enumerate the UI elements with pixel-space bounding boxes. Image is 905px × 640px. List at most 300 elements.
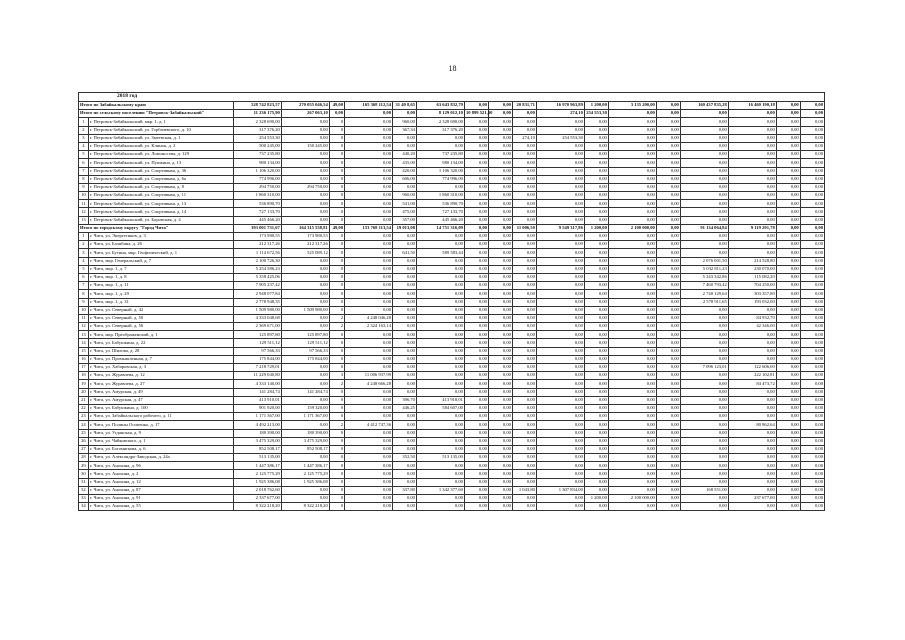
cell-value: 0,00: [393, 372, 417, 380]
cell-value: 0,00: [800, 314, 824, 322]
row-address: г. Чита, ул. Анохина, д. 96: [88, 462, 233, 470]
row-address: г. Чита, мкр. Преображенский, д. 1: [88, 331, 233, 339]
cell-value: 0,00: [512, 273, 536, 281]
row-number: 6: [79, 273, 89, 281]
cell-value: 0,00: [776, 339, 800, 347]
cell-value: 0,00: [656, 159, 680, 167]
cell-value: 42 346,00: [728, 323, 776, 331]
cell-value: 0,00: [536, 470, 584, 478]
table-row: [79, 413, 825, 421]
cell-value: 0,00: [776, 224, 800, 232]
cell-value: 0,00: [512, 380, 536, 388]
row-number: 6: [79, 159, 89, 167]
total-row: [79, 102, 825, 110]
cell-value: 0,00: [281, 118, 329, 126]
cell-value: 0,00: [464, 298, 488, 306]
row-number: 1: [79, 233, 89, 241]
cell-value: 2: [329, 323, 344, 331]
cell-value: 1 509 980,00: [233, 306, 281, 314]
cell-value: 641,50: [393, 249, 417, 257]
cell-value: 4 412 747,36: [345, 421, 393, 429]
table-row: [79, 462, 825, 470]
cell-value: 0: [329, 404, 344, 412]
cell-value: 0,00: [512, 396, 536, 404]
table-row: [79, 167, 825, 175]
cell-value: 0,00: [464, 167, 488, 175]
cell-value: 0: [329, 192, 344, 200]
cell-value: 0,00: [512, 282, 536, 290]
cell-value: 0,00: [464, 306, 488, 314]
cell-value: 0,00: [512, 257, 536, 265]
cell-value: 0,00: [393, 323, 417, 331]
table-row: [79, 249, 825, 257]
cell-value: 0,00: [488, 454, 512, 462]
cell-value: 0,00: [656, 151, 680, 159]
cell-value: 5 032 811,23: [680, 265, 728, 273]
cell-value: 0,00: [393, 388, 417, 396]
cell-value: 0,00: [536, 208, 584, 216]
cell-value: 0,00: [656, 495, 680, 503]
cell-value: 737 235,80: [416, 151, 464, 159]
cell-value: 0,00: [464, 175, 488, 183]
cell-value: 0,00: [536, 167, 584, 175]
row-address: г. Чита, ул. Энергетиков, д. 3: [88, 233, 233, 241]
cell-value: 0: [329, 241, 344, 249]
cell-value: 0,00: [776, 142, 800, 150]
cell-value: 0,00: [488, 233, 512, 241]
cell-value: 980 134,00: [416, 159, 464, 167]
total-row: [79, 110, 825, 118]
cell-value: 0,00: [680, 478, 728, 486]
cell-value: 0,00: [345, 404, 393, 412]
cell-value: 0,00: [680, 462, 728, 470]
cell-value: 1 200,00: [584, 102, 608, 110]
cell-value: 0,00: [800, 216, 824, 224]
cell-value: 0,00: [584, 208, 608, 216]
cell-value: 0,00: [608, 355, 656, 363]
cell-value: 0,00: [416, 478, 464, 486]
cell-value: 0,00: [656, 102, 680, 110]
row-number: 23: [79, 413, 89, 421]
cell-value: 0,00: [464, 404, 488, 412]
cell-value: 0,00: [728, 355, 776, 363]
cell-value: 0,00: [488, 249, 512, 257]
cell-value: 0,00: [800, 486, 824, 494]
cell-value: 0,00: [728, 118, 776, 126]
cell-value: 0,00: [776, 208, 800, 216]
cell-value: 0,00: [536, 413, 584, 421]
cell-value: 0,00: [776, 273, 800, 281]
row-number: 4: [79, 257, 89, 265]
cell-value: 960,00: [393, 192, 417, 200]
cell-value: 0,00: [488, 413, 512, 421]
cell-value: 0,00: [464, 183, 488, 191]
cell-value: 0,00: [393, 347, 417, 355]
cell-value: 1 200,00: [584, 224, 608, 232]
cell-value: 0,00: [345, 126, 393, 134]
cell-value: 0,00: [800, 249, 824, 257]
cell-value: 0,00: [464, 126, 488, 134]
cell-value: 0,00: [345, 273, 393, 281]
cell-value: 0,00: [512, 462, 536, 470]
cell-value: 2 578 911,65: [680, 298, 728, 306]
cell-value: 16 460 190,18: [728, 102, 776, 110]
cell-value: 0,00: [776, 298, 800, 306]
cell-value: 0,00: [536, 233, 584, 241]
cell-value: 0,00: [416, 273, 464, 281]
cell-value: 0,00: [512, 110, 536, 118]
cell-value: 0,00: [800, 282, 824, 290]
cell-value: 0,00: [680, 429, 728, 437]
cell-value: 0,00: [464, 445, 488, 453]
cell-value: 0,00: [584, 249, 608, 257]
cell-value: 0,00: [416, 388, 464, 396]
cell-value: 0,00: [393, 331, 417, 339]
cell-value: 0,00: [800, 495, 824, 503]
cell-value: 4 248 046,28: [345, 314, 393, 322]
cell-value: 0,00: [536, 445, 584, 453]
cell-value: 0,00: [656, 396, 680, 404]
row-address: г. Петровск-Забайкальский, ул. Змеевская, д. 1: [88, 134, 233, 142]
cell-value: 0,00: [728, 388, 776, 396]
cell-value: 0,00: [776, 388, 800, 396]
cell-value: 125 897,80: [281, 331, 329, 339]
cell-value: 0,00: [608, 421, 656, 429]
cell-value: 0,00: [656, 175, 680, 183]
cell-value: 2 100 000,00: [608, 224, 656, 232]
table-row: [79, 257, 825, 265]
cell-value: 0,00: [393, 364, 417, 372]
cell-value: 0,00: [345, 142, 393, 150]
cell-value: 0,00: [536, 364, 584, 372]
table-row: [79, 118, 825, 126]
cell-value: 1 171 367,00: [233, 413, 281, 421]
cell-value: 0,00: [512, 265, 536, 273]
cell-value: 0,00: [800, 257, 824, 265]
cell-value: 0,00: [800, 183, 824, 191]
cell-value: 0,00: [656, 298, 680, 306]
cell-value: 0,00: [536, 216, 584, 224]
cell-value: 0,00: [464, 413, 488, 421]
page-number: 18: [448, 64, 457, 73]
table-row: [79, 396, 825, 404]
cell-value: 0,00: [656, 413, 680, 421]
cell-value: 0,00: [608, 273, 656, 281]
cell-value: 254 553,30: [233, 134, 281, 142]
table-row: [79, 437, 825, 445]
cell-value: 0,00: [800, 265, 824, 273]
cell-value: 0,00: [281, 372, 329, 380]
cell-value: 0,00: [488, 462, 512, 470]
row-name: Итого по Забайкальскому краю: [79, 102, 234, 110]
cell-value: 0,00: [488, 429, 512, 437]
cell-value: 0,00: [464, 462, 488, 470]
cell-value: 0,00: [488, 282, 512, 290]
cell-value: 0,00: [584, 445, 608, 453]
cell-value: 0,00: [584, 462, 608, 470]
cell-value: 0,00: [512, 126, 536, 134]
row-address: г. Чита, ул. Амурская, д. 47: [88, 396, 233, 404]
cell-value: 0,00: [728, 437, 776, 445]
cell-value: 0,00: [728, 183, 776, 191]
row-number: 14: [79, 339, 89, 347]
cell-value: 0: [329, 462, 344, 470]
cell-value: 0,00: [656, 134, 680, 142]
cell-value: 0,00: [345, 486, 393, 494]
cell-value: 0,00: [512, 429, 536, 437]
cell-value: 0,00: [536, 323, 584, 331]
cell-value: 175 844,00: [233, 355, 281, 363]
cell-value: 0,00: [728, 306, 776, 314]
cell-value: 0,00: [680, 421, 728, 429]
cell-value: 0,00: [656, 503, 680, 511]
cell-value: 0,00: [656, 257, 680, 265]
cell-value: 0,00: [464, 282, 488, 290]
cell-value: 0,00: [345, 437, 393, 445]
cell-value: 0,00: [281, 314, 329, 322]
cell-value: 0,00: [680, 355, 728, 363]
cell-value: 0,00: [656, 478, 680, 486]
cell-value: 4 333 048,68: [233, 314, 281, 322]
cell-value: 0,00: [512, 404, 536, 412]
cell-value: 0,00: [488, 421, 512, 429]
cell-value: 0,00: [728, 167, 776, 175]
cell-value: 0,00: [416, 355, 464, 363]
cell-value: 0,00: [776, 470, 800, 478]
cell-value: 0,00: [488, 200, 512, 208]
row-address: г. Чита, ул. Журавлева, д. 27: [88, 380, 233, 388]
cell-value: 0,00: [393, 503, 417, 511]
cell-value: 0,00: [281, 323, 329, 331]
row-number: 29: [79, 462, 89, 470]
cell-value: 0,00: [776, 314, 800, 322]
cell-value: 0,00: [656, 118, 680, 126]
table-row: [79, 331, 825, 339]
cell-value: 0,00: [680, 503, 728, 511]
cell-value: 0,00: [776, 429, 800, 437]
cell-value: 0: [329, 282, 344, 290]
cell-value: 1 200,00: [584, 495, 608, 503]
cell-value: 0,00: [680, 380, 728, 388]
cell-value: 294 750,00: [281, 183, 329, 191]
cell-value: 214 528,80: [728, 257, 776, 265]
row-number: 22: [79, 404, 89, 412]
cell-value: 0,00: [345, 167, 393, 175]
cell-value: 0,00: [728, 200, 776, 208]
cell-value: 0,00: [512, 347, 536, 355]
cell-value: 0,00: [488, 167, 512, 175]
cell-value: 0,00: [608, 437, 656, 445]
row-name: Итого по городскому округу "Город Чита": [79, 224, 234, 232]
cell-value: 1 171 367,00: [281, 413, 329, 421]
cell-value: 0,00: [488, 183, 512, 191]
table-row: [79, 364, 825, 372]
cell-value: 0,00: [488, 151, 512, 159]
cell-value: 0,00: [393, 413, 417, 421]
cell-value: 0,00: [680, 175, 728, 183]
row-address: г. Чита, ул. Балябина, д. 26: [88, 241, 233, 249]
table-row: [79, 175, 825, 183]
cell-value: 0,00: [776, 323, 800, 331]
cell-value: 0,00: [728, 478, 776, 486]
table-row: [79, 282, 825, 290]
cell-value: 0,00: [281, 282, 329, 290]
cell-value: 0,00: [800, 421, 824, 429]
cell-value: 0,00: [656, 306, 680, 314]
table-row: [79, 241, 825, 249]
cell-value: 0,00: [728, 241, 776, 249]
cell-value: 0,00: [608, 257, 656, 265]
cell-value: 0,00: [776, 118, 800, 126]
cell-value: 0,00: [488, 323, 512, 331]
row-address: г. Чита, ул. Анохина, д. 2: [88, 470, 233, 478]
row-address: г. Петровск-Забайкальский, ул. Горбачевского, д. 10: [88, 126, 233, 134]
cell-value: 0,00: [464, 233, 488, 241]
row-number: 18: [79, 372, 89, 380]
cell-value: 0,00: [393, 142, 417, 150]
cell-value: 254 553,30: [536, 134, 584, 142]
cell-value: 0,00: [776, 347, 800, 355]
cell-value: 141 284,74: [281, 388, 329, 396]
cell-value: 254 553,30: [584, 110, 608, 118]
cell-value: 0: [329, 478, 344, 486]
row-number: 28: [79, 454, 89, 462]
cell-value: 8 322 218,20: [281, 503, 329, 511]
cell-value: 0: [329, 257, 344, 265]
cell-value: 0,00: [776, 306, 800, 314]
cell-value: 0,00: [800, 110, 824, 118]
cell-value: 0,00: [608, 241, 656, 249]
cell-value: 0: [329, 273, 344, 281]
cell-value: 0,00: [345, 478, 393, 486]
cell-value: 0,00: [281, 273, 329, 281]
cell-value: 0,00: [800, 151, 824, 159]
cell-value: 0,00: [656, 470, 680, 478]
cell-value: 0,00: [608, 388, 656, 396]
cell-value: 212 317,26: [281, 241, 329, 249]
cell-value: 0,00: [488, 495, 512, 503]
cell-value: 0,00: [488, 192, 512, 200]
cell-value: 0,00: [728, 454, 776, 462]
cell-value: 1 925 386,08: [281, 478, 329, 486]
row-address: г. Чита, ул. Анохина, д. 87: [88, 486, 233, 494]
cell-value: 0,00: [536, 437, 584, 445]
cell-value: 0,00: [656, 486, 680, 494]
cell-value: 0,00: [512, 503, 536, 511]
cell-value: 222 102,81: [728, 372, 776, 380]
cell-value: 0: [329, 347, 344, 355]
cell-value: 2 740 129,64: [680, 290, 728, 298]
cell-value: 8 322 218,20: [233, 503, 281, 511]
cell-value: 11 006 937,99: [345, 372, 393, 380]
cell-value: 774 996,00: [233, 175, 281, 183]
cell-value: 0,00: [776, 454, 800, 462]
cell-value: 0,00: [464, 102, 488, 110]
cell-value: 0,00: [281, 208, 329, 216]
cell-value: 0,00: [608, 323, 656, 331]
cell-value: 0,00: [584, 413, 608, 421]
cell-value: 0,00: [656, 314, 680, 322]
cell-value: 1 447 386,17: [233, 462, 281, 470]
cell-value: 0,00: [608, 445, 656, 453]
cell-value: 9 549 317,86: [536, 224, 584, 232]
cell-value: 0,00: [776, 151, 800, 159]
cell-value: 11 006,50: [512, 224, 536, 232]
cell-value: 0,00: [488, 142, 512, 150]
cell-value: 0,00: [656, 282, 680, 290]
row-number: 10: [79, 306, 89, 314]
row-address: г. Чита, ул. Анохина, д. 55: [88, 503, 233, 511]
cell-value: 0,00: [464, 486, 488, 494]
cell-value: 0,00: [281, 134, 329, 142]
cell-value: 0,00: [416, 331, 464, 339]
cell-value: 0,00: [656, 290, 680, 298]
cell-value: 0,00: [680, 413, 728, 421]
row-number: 24: [79, 421, 89, 429]
cell-value: 0,00: [800, 437, 824, 445]
cell-value: 0,00: [536, 429, 584, 437]
table-row: [79, 142, 825, 150]
cell-value: 584 607,00: [416, 404, 464, 412]
cell-value: 0,00: [584, 388, 608, 396]
cell-value: 0,00: [416, 462, 464, 470]
cell-value: 737 235,80: [233, 151, 281, 159]
cell-value: 0,00: [536, 151, 584, 159]
cell-value: 0,00: [488, 372, 512, 380]
cell-value: 0,00: [281, 175, 329, 183]
cell-value: 0,00: [488, 273, 512, 281]
cell-value: 0,00: [776, 200, 800, 208]
cell-value: 0,00: [584, 339, 608, 347]
cell-value: 727 133,70: [416, 208, 464, 216]
cell-value: 0,00: [800, 478, 824, 486]
cell-value: 0,00: [584, 437, 608, 445]
cell-value: 0,00: [680, 118, 728, 126]
cell-value: 0,00: [488, 470, 512, 478]
cell-value: 0,00: [512, 167, 536, 175]
cell-value: 0,00: [488, 306, 512, 314]
row-number: 13: [79, 331, 89, 339]
row-name: Итого по сельскому поселению "Петровск-Забайкальский": [79, 110, 234, 118]
cell-value: 0,00: [608, 200, 656, 208]
cell-value: 97 566,33: [233, 347, 281, 355]
cell-value: 445 466,20: [233, 216, 281, 224]
cell-value: 0,00: [584, 404, 608, 412]
cell-value: 193 032,00: [728, 298, 776, 306]
cell-value: 180 390,00: [281, 429, 329, 437]
cell-value: 0,00: [488, 257, 512, 265]
cell-value: 0,00: [656, 364, 680, 372]
cell-value: 0,00: [680, 134, 728, 142]
cell-value: 0,00: [488, 355, 512, 363]
cell-value: 0,00: [345, 265, 393, 273]
cell-value: 0,00: [800, 241, 824, 249]
cell-value: 0,00: [512, 323, 536, 331]
cell-value: 0,00: [345, 118, 393, 126]
cell-value: 0,00: [393, 445, 417, 453]
cell-value: 0,00: [488, 159, 512, 167]
cell-value: 274,10: [536, 110, 584, 118]
cell-value: 0,00: [776, 183, 800, 191]
cell-value: 0,00: [584, 470, 608, 478]
cell-value: 0,00: [776, 126, 800, 134]
cell-value: 0,00: [656, 249, 680, 257]
cell-value: 413 910,01: [416, 396, 464, 404]
cell-value: 0,00: [536, 421, 584, 429]
row-number: 2: [79, 126, 89, 134]
cell-value: 1 114 672,56: [233, 249, 281, 257]
cell-value: 0,00: [776, 282, 800, 290]
